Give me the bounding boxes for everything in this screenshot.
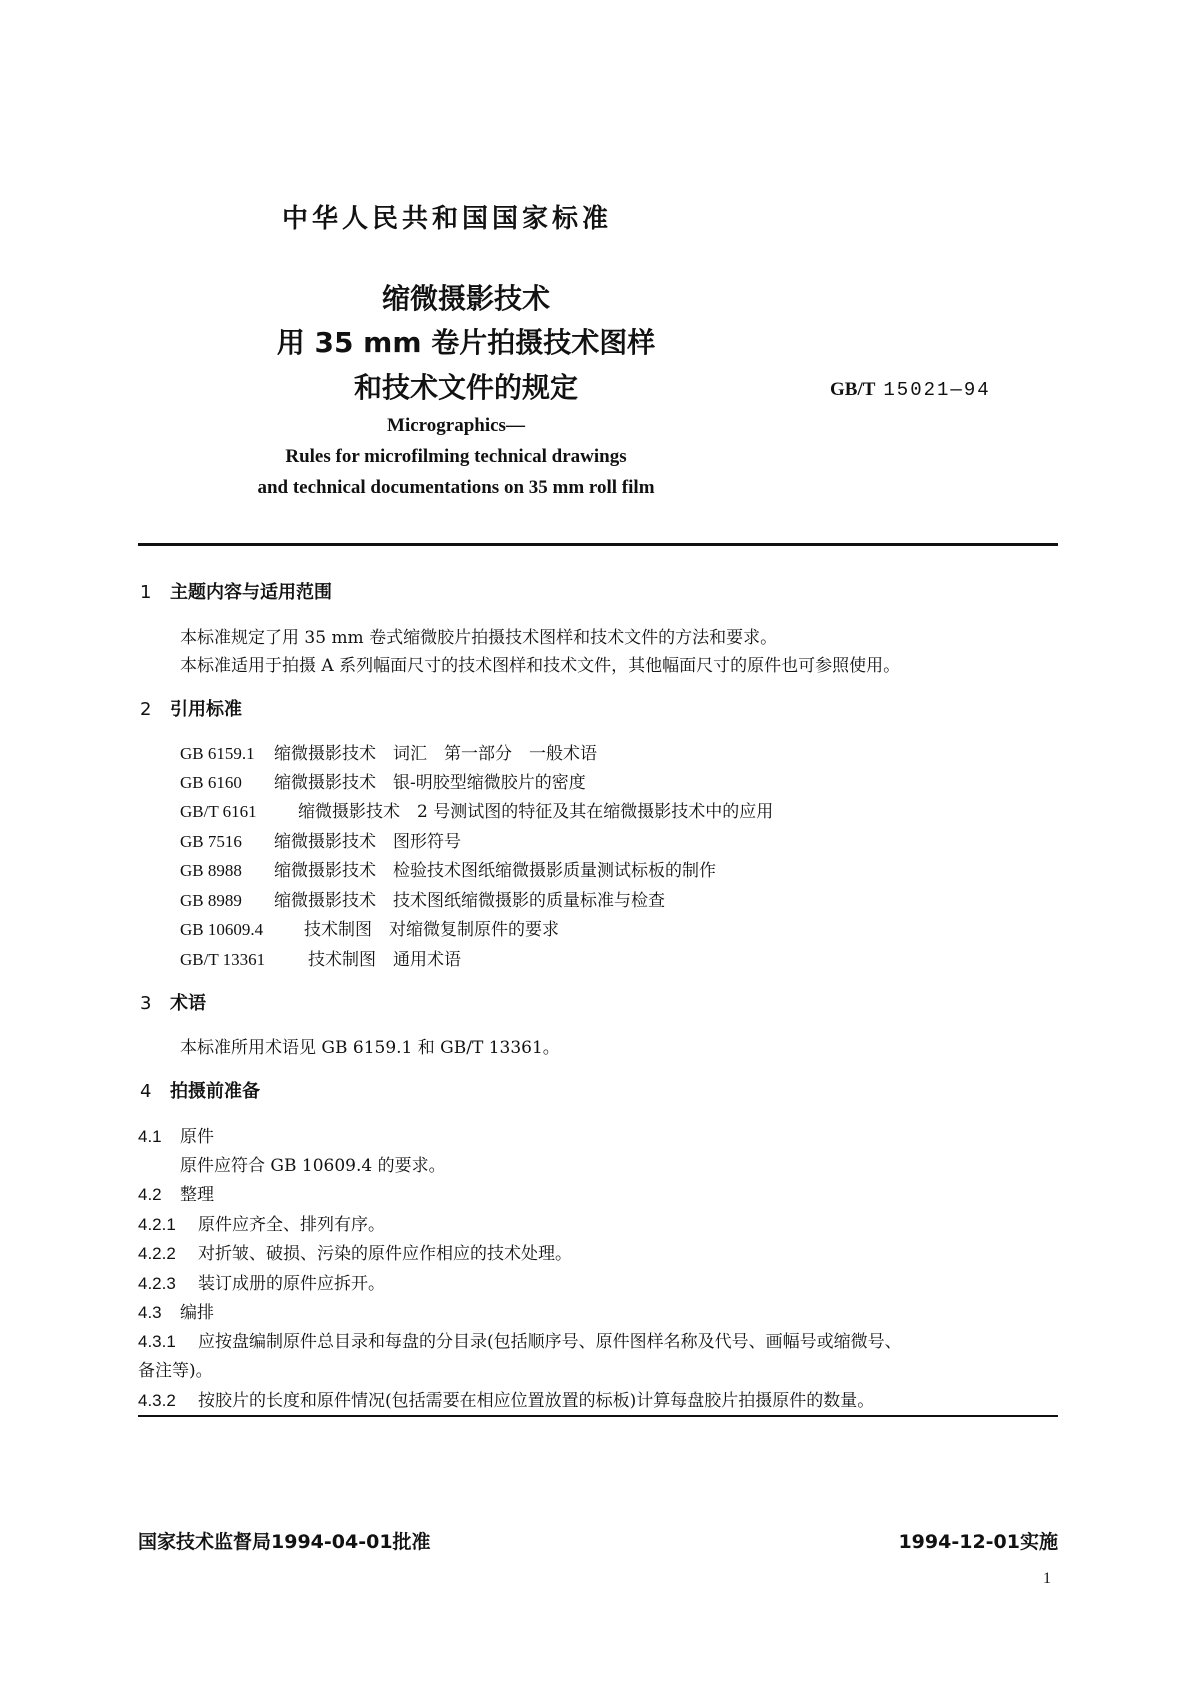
section-3-title: 术语 — [170, 993, 206, 1014]
reference-item — [180, 739, 597, 764]
footer-divider — [138, 1415, 1058, 1417]
clause-number: 4.3 — [138, 1303, 162, 1322]
reference-item — [180, 827, 461, 852]
reference-item — [180, 945, 461, 970]
header-divider — [138, 543, 1058, 546]
clause-text: 装订成册的原件应拆开。 — [198, 1274, 385, 1294]
reference-code: GB 8988 — [180, 861, 242, 880]
section-1-heading — [140, 578, 332, 604]
title-en-line-3: and technical documentations on 35 mm roll film — [257, 477, 655, 498]
section-1-number: 1 — [140, 582, 152, 603]
section-2-number: 2 — [140, 699, 152, 720]
reference-title: 缩微摄影技术 词汇 第一部分 一般术语 — [274, 744, 597, 764]
section-2-title: 引用标准 — [170, 699, 242, 720]
reference-title: 技术制图 对缩微复制原件的要求 — [304, 920, 559, 940]
reference-title: 缩微摄影技术 银-明胶型缩微胶片的密度 — [274, 773, 586, 793]
reference-title: 缩微摄影技术 2 号测试图的特征及其在缩微摄影技术中的应用 — [298, 802, 774, 822]
clause-number: 4.2.1 — [138, 1215, 176, 1234]
clause-4-3 — [138, 1298, 214, 1323]
reference-item — [180, 915, 559, 940]
section-4-title: 拍摄前准备 — [170, 1081, 260, 1102]
standard-number-value: 15021—94 — [883, 379, 991, 401]
title-cn-line-1: 缩微摄影技术 — [381, 282, 550, 315]
approval-date: 国家技术监督局1994-04-01批准 — [138, 1531, 431, 1553]
clause-text: 对折皱、破损、污染的原件应作相应的技术处理。 — [198, 1244, 572, 1264]
reference-item — [180, 797, 773, 822]
standard-number — [830, 378, 991, 401]
section-1-paragraph-2: 本标准适用于拍摄 A 系列幅面尺寸的技术图样和技术文件，其他幅面尺寸的原件也可参照使用。 — [180, 656, 901, 676]
title-en-line-1: Micrographics— — [387, 415, 525, 436]
page-number: 1 — [1043, 1570, 1051, 1587]
clause-number: 4.3.2 — [138, 1391, 176, 1410]
title-en-line-2: Rules for microfilming technical drawings — [285, 446, 627, 467]
clause-number: 4.2.3 — [138, 1274, 176, 1293]
clause-4-2-2 — [138, 1239, 572, 1264]
reference-title: 技术制图 通用术语 — [308, 950, 461, 970]
national-standard-heading: 中华人民共和国国家标准 — [282, 204, 613, 234]
clause-4-2-3 — [138, 1269, 385, 1294]
reference-item — [180, 886, 665, 911]
clause-4-3-1 — [138, 1327, 902, 1352]
section-3-heading — [140, 989, 206, 1015]
section-2-heading — [140, 695, 242, 721]
reference-title: 缩微摄影技术 技术图纸缩微摄影的质量标准与检查 — [274, 891, 665, 911]
reference-code: GB/T 13361 — [180, 950, 266, 969]
clause-text: 应按盘编制原件总目录和每盘的分目录(包括顺序号、原件图样名称及代号、画幅号或缩微号、 — [198, 1332, 902, 1352]
clause-text: 按胶片的长度和原件情况(包括需要在相应位置放置的标板)计算每盘胶片拍摄原件的数量。 — [198, 1391, 875, 1411]
reference-title: 缩微摄影技术 检验技术图纸缩微摄影质量测试标板的制作 — [274, 861, 716, 881]
clause-text: 原件应齐全、排列有序。 — [198, 1215, 385, 1235]
clause-4-1 — [138, 1122, 214, 1147]
reference-code: GB 8989 — [180, 891, 242, 910]
clause-number: 4.2 — [138, 1185, 162, 1204]
clause-4-2 — [138, 1180, 214, 1205]
section-1-paragraph-1: 本标准规定了用 35 mm 卷式缩微胶片拍摄技术图样和技术文件的方法和要求。 — [180, 628, 778, 648]
section-3-number: 3 — [140, 993, 152, 1014]
clause-4-2-1 — [138, 1210, 385, 1235]
reference-item — [180, 856, 716, 881]
reference-code: GB 10609.4 — [180, 920, 264, 939]
reference-title: 缩微摄影技术 图形符号 — [274, 832, 461, 852]
clause-4-3-1-continued: 备注等)。 — [138, 1361, 213, 1381]
reference-code: GB/T 6161 — [180, 802, 257, 821]
section-4-number: 4 — [140, 1081, 152, 1102]
title-cn-line-2: 用 35 mm 卷片拍摄技术图样 — [276, 326, 656, 359]
effective-date: 1994-12-01实施 — [898, 1531, 1058, 1553]
clause-number: 4.3.1 — [138, 1332, 176, 1351]
clause-number: 4.1 — [138, 1127, 162, 1146]
clause-title: 整理 — [180, 1185, 214, 1205]
clause-4-3-2 — [138, 1386, 874, 1411]
clause-4-1-text: 原件应符合 GB 10609.4 的要求。 — [180, 1156, 446, 1176]
clause-title: 原件 — [180, 1127, 214, 1147]
section-1-title: 主题内容与适用范围 — [170, 582, 332, 603]
reference-code: GB 7516 — [180, 832, 242, 851]
clause-title: 编排 — [180, 1303, 214, 1323]
section-3-paragraph: 本标准所用术语见 GB 6159.1 和 GB/T 13361。 — [180, 1038, 560, 1058]
clause-number: 4.2.2 — [138, 1244, 176, 1263]
reference-code: GB 6160 — [180, 773, 242, 792]
title-cn-line-3: 和技术文件的规定 — [353, 371, 578, 404]
section-4-heading — [140, 1077, 260, 1103]
standard-code: GB/T — [830, 379, 876, 400]
reference-code: GB 6159.1 — [180, 744, 255, 763]
reference-item — [180, 768, 586, 793]
